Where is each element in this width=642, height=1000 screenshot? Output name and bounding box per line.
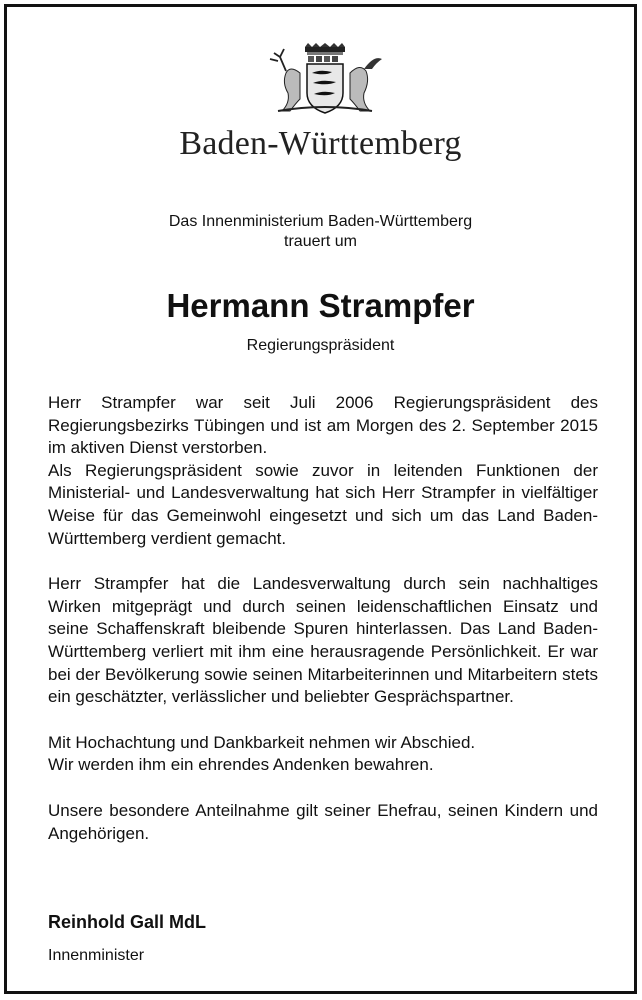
paragraph-3: Herr Strampfer hat die Landesverwaltung durch sein nachhaltiges Wirken mitgeprägt und durch seinen leidenschaftlichen Einsatz und seine Schaffenskraft bleibende Spuren hinterlassen. Das Land Baden-Württemberg verliert mit ihm eine herausragende Persönlichkeit. Er war bei der Bevölkerung sowie seinen Mitarbeiterinnen und Mitarbeitern stets ein geschätzter, verlässlicher und beliebter Gesprächspartner. xyxy=(48,574,598,707)
obituary-body xyxy=(48,392,598,845)
paragraph-1: Herr Strampfer war seit Juli 2006 Regierungspräsident des Regierungsbezirks Tübingen und ist am Morgen des 2. September 2015 im aktiven Dienst verstorben. xyxy=(48,393,598,458)
coat-of-arms-icon xyxy=(260,43,390,115)
paragraph-2: Als Regierungspräsident sowie zuvor in leitenden Funktionen der Ministerial- und Landesverwaltung hat sich Herr Strampfer in vielfältiger Weise für das Gemeinwohl eingesetzt und sich um das Land Baden-Württemberg verdient gemacht. xyxy=(48,460,598,548)
deceased-name: Hermann Strampfer xyxy=(166,287,475,324)
signer-name: Reinhold Gall MdL xyxy=(48,912,206,932)
paragraph-5: Unsere besondere Anteilnahme gilt seiner Ehefrau, seinen Kindern und Angehörigen. xyxy=(48,800,598,843)
signer-role: Innenminister xyxy=(48,947,145,964)
intro-text xyxy=(7,212,634,252)
state-name-logotype: Baden-Württemberg xyxy=(179,125,462,162)
obituary-notice xyxy=(4,4,637,994)
paragraph-4-line-2: Wir werden ihm ein ehrendes Andenken bewahren. xyxy=(48,755,434,775)
intro-line-1: Das Innenministerium Baden-Württemberg xyxy=(168,213,473,230)
intro-line-2: trauert um xyxy=(284,233,357,250)
paragraph-4-line-1: Mit Hochachtung und Dankbarkeit nehmen wir Abschied. xyxy=(48,732,476,752)
deceased-title: Regierungspräsident xyxy=(246,337,395,354)
